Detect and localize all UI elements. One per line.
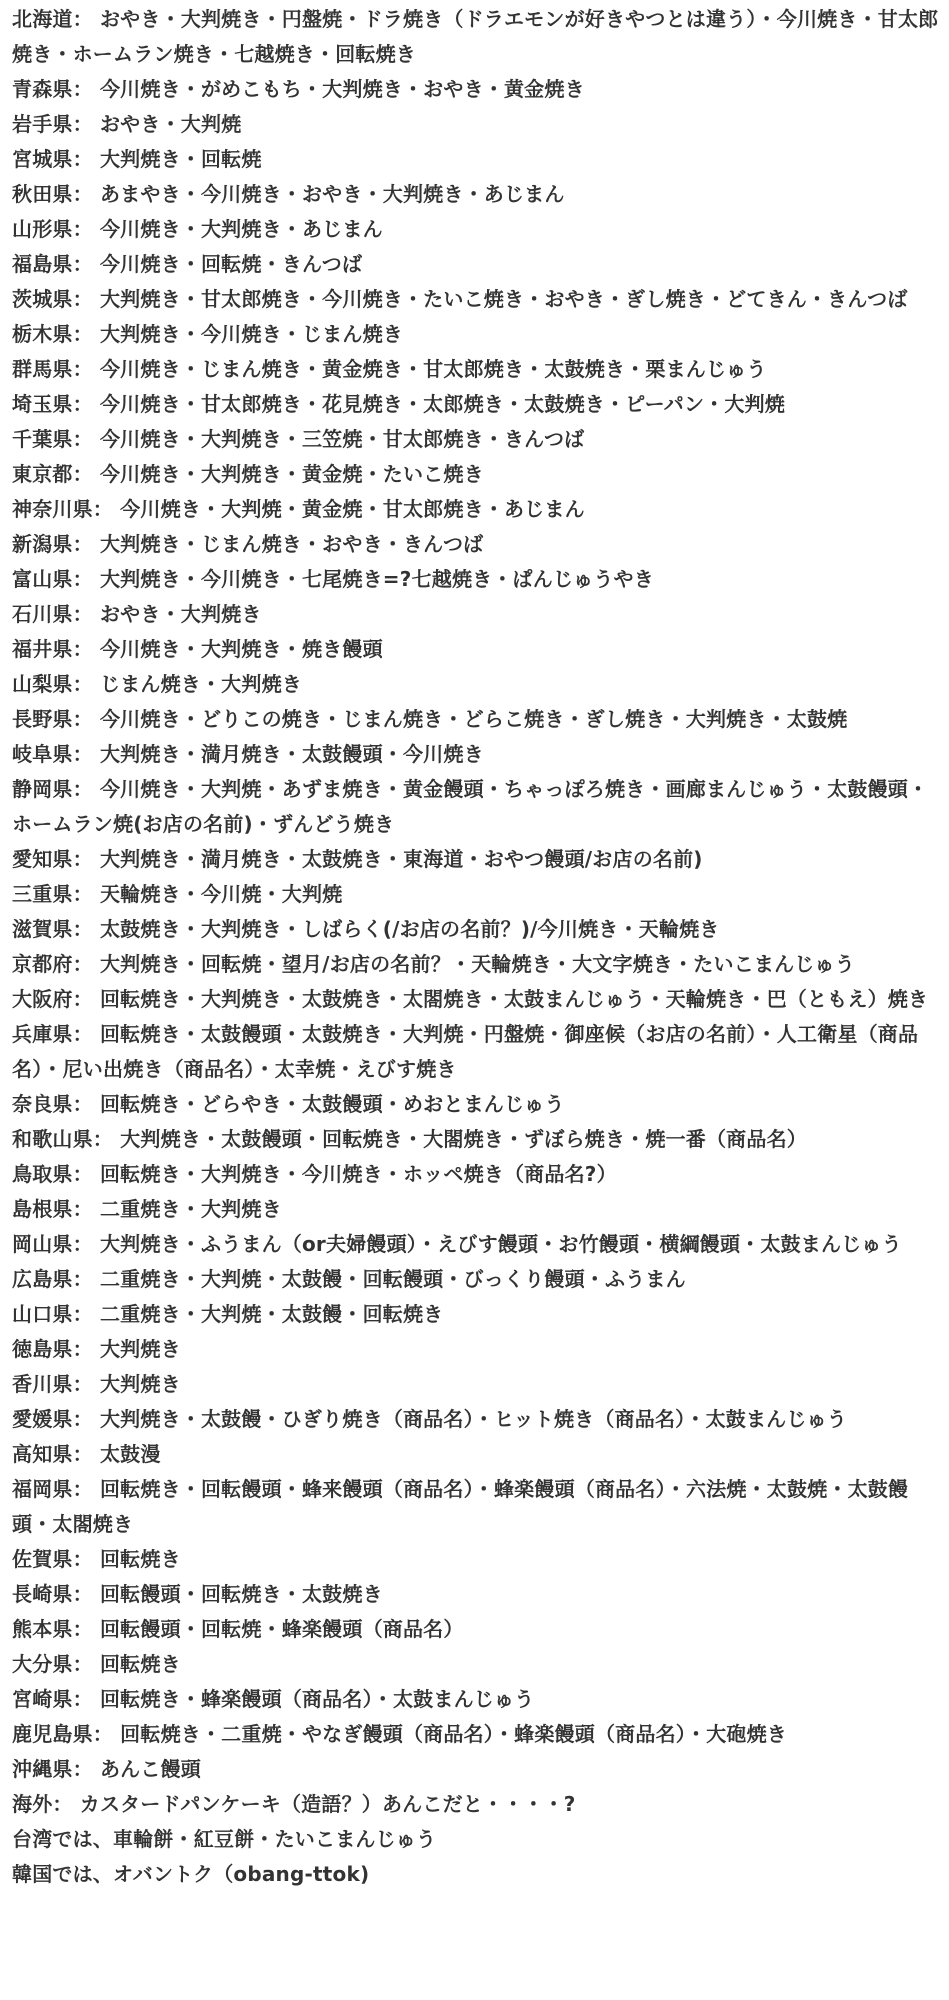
region-label: 滋賀県： bbox=[12, 917, 93, 941]
region-label: 福井県： bbox=[12, 637, 93, 661]
region-names: おやき・大判焼き・円盤焼・ドラ焼き（ドラエモンが好きやつとは違う）・今川焼き・甘太郎焼き・ホームラン焼き・七越焼き・回転焼き bbox=[12, 7, 939, 66]
list-item bbox=[12, 422, 939, 457]
region-label: 栃木県： bbox=[12, 322, 93, 346]
list-item bbox=[12, 282, 939, 317]
list-item bbox=[12, 177, 939, 212]
region-label: 千葉県： bbox=[12, 427, 93, 451]
list-item bbox=[12, 1682, 939, 1717]
region-names: 今川焼き・大判焼・黄金焼・甘太郎焼き・あじまん bbox=[120, 497, 585, 521]
region-names: 韓国では、オバントク（obang-ttok) bbox=[12, 1862, 370, 1886]
list-item bbox=[12, 842, 939, 877]
region-label: 三重県： bbox=[12, 882, 93, 906]
region-names: 今川焼き・じまん焼き・黄金焼き・甘太郎焼き・太鼓焼き・栗まんじゅう bbox=[99, 357, 767, 381]
list-item bbox=[12, 1227, 939, 1262]
region-label: 岡山県： bbox=[12, 1232, 93, 1256]
list-item bbox=[12, 632, 939, 667]
region-label: 奈良県： bbox=[12, 1092, 93, 1116]
list-item bbox=[12, 877, 939, 912]
list-item bbox=[12, 1297, 939, 1332]
list-item bbox=[12, 1402, 939, 1437]
region-label: 石川県： bbox=[12, 602, 93, 626]
list-item bbox=[12, 1542, 939, 1577]
list-item bbox=[12, 142, 939, 177]
region-names: 大判焼き・今川焼き・じまん焼き bbox=[99, 322, 403, 346]
region-label: 京都府： bbox=[12, 952, 93, 976]
region-names: 大判焼き・太鼓饅・ひぎり焼き（商品名）・ヒット焼き（商品名）・太鼓まんじゅう bbox=[99, 1407, 847, 1431]
list-item bbox=[12, 597, 939, 632]
region-names: 回転焼き・太鼓饅頭・太鼓焼き・大判焼・円盤焼・御座候（お店の名前）・人工衛星（商品名）・尼い出焼き（商品名）・太幸焼・えびす焼き bbox=[12, 1022, 919, 1081]
region-names: 回転焼き・大判焼き・今川焼き・ホッペ焼き（商品名?） bbox=[99, 1162, 617, 1186]
region-names: 二重焼き・大判焼・太鼓饅・回転焼き bbox=[99, 1302, 444, 1326]
region-names: 大判焼き・満月焼き・太鼓饅頭・今川焼き bbox=[99, 742, 484, 766]
region-label: 愛知県： bbox=[12, 847, 93, 871]
region-names: おやき・大判焼 bbox=[99, 112, 242, 136]
region-label: 茨城県： bbox=[12, 287, 93, 311]
list-item bbox=[12, 1437, 939, 1472]
region-label: 岩手県： bbox=[12, 112, 93, 136]
region-label: 和歌山県： bbox=[12, 1127, 113, 1151]
region-names: じまん焼き・大判焼き bbox=[99, 672, 302, 696]
region-names: 回転焼き・蜂楽饅頭（商品名）・太鼓まんじゅう bbox=[99, 1687, 535, 1711]
region-names: 回転饅頭・回転焼き・太鼓焼き bbox=[99, 1582, 383, 1606]
region-label: 埼玉県： bbox=[12, 392, 93, 416]
region-names: 今川焼き・大判焼き・三笠焼・甘太郎焼き・きんつば bbox=[99, 427, 585, 451]
region-names: 今川焼き・大判焼き・焼き饅頭 bbox=[99, 637, 383, 661]
region-label: 鹿児島県： bbox=[12, 1722, 113, 1746]
region-label: 長崎県： bbox=[12, 1582, 93, 1606]
region-names: 大判焼き bbox=[99, 1337, 181, 1361]
list-item bbox=[12, 212, 939, 247]
region-names: 大判焼き・じまん焼き・おやき・きんつば bbox=[99, 532, 484, 556]
list-item bbox=[12, 1017, 939, 1087]
region-names: 今川焼き・大判焼・あずま焼き・黄金饅頭・ちゃっぽろ焼き・画廊まんじゅう・太鼓饅頭・ホームラン焼(お店の名前)・ずんどう焼き bbox=[12, 777, 929, 836]
region-label: 大阪府： bbox=[12, 987, 93, 1011]
region-names: おやき・大判焼き bbox=[99, 602, 262, 626]
region-names: 回転焼き bbox=[99, 1652, 181, 1676]
list-item bbox=[12, 1647, 939, 1682]
region-label: 高知県： bbox=[12, 1442, 93, 1466]
list-item bbox=[12, 702, 939, 737]
region-label: 群馬県： bbox=[12, 357, 93, 381]
list-item bbox=[12, 1857, 939, 1892]
region-names: あまやき・今川焼き・おやき・大判焼き・あじまん bbox=[99, 182, 565, 206]
list-item bbox=[12, 107, 939, 142]
region-names: 大判焼き・甘太郎焼き・今川焼き・たいこ焼き・おやき・ぎし焼き・どてきん・きんつば bbox=[99, 287, 908, 311]
region-label: 富山県： bbox=[12, 567, 93, 591]
list-item bbox=[12, 2, 939, 72]
region-names: 今川焼き・甘太郎焼き・花見焼き・太郎焼き・太鼓焼き・ピーパン・大判焼 bbox=[99, 392, 785, 416]
region-names: 天輪焼き・今川焼・大判焼 bbox=[99, 882, 343, 906]
region-label: 山形県： bbox=[12, 217, 93, 241]
list-item bbox=[12, 247, 939, 282]
region-label: 北海道： bbox=[12, 7, 93, 31]
region-label: 宮崎県： bbox=[12, 1687, 93, 1711]
list-item bbox=[12, 1192, 939, 1227]
region-label: 山口県： bbox=[12, 1302, 93, 1326]
list-item bbox=[12, 1087, 939, 1122]
list-item bbox=[12, 1332, 939, 1367]
region-names: 回転饅頭・回転焼・蜂楽饅頭（商品名） bbox=[99, 1617, 464, 1641]
list-item bbox=[12, 1717, 939, 1752]
region-label: 青森県： bbox=[12, 77, 93, 101]
list-item bbox=[12, 72, 939, 107]
region-names: カスタードパンケーキ（造語？）あんこだと・・・・? bbox=[79, 1792, 576, 1816]
region-label: 長野県： bbox=[12, 707, 93, 731]
list-item bbox=[12, 492, 939, 527]
region-names: 大判焼き・満月焼き・太鼓焼き・東海道・おやつ饅頭/お店の名前) bbox=[99, 847, 703, 871]
region-label: 沖縄県： bbox=[12, 1757, 93, 1781]
list-item bbox=[12, 1157, 939, 1192]
region-label: 熊本県： bbox=[12, 1617, 93, 1641]
list-item bbox=[12, 1612, 939, 1647]
list-item bbox=[12, 667, 939, 702]
list-item bbox=[12, 562, 939, 597]
list-item bbox=[12, 387, 939, 422]
region-names: 大判焼き・ふうまん（or夫婦饅頭）・えびす饅頭・お竹饅頭・横綱饅頭・太鼓まんじゅう bbox=[99, 1232, 902, 1256]
region-names: 回転焼き・二重焼・やなぎ饅頭（商品名）・蜂楽饅頭（商品名）・大砲焼き bbox=[120, 1722, 787, 1746]
region-label: 愛媛県： bbox=[12, 1407, 93, 1431]
region-label: 島根県： bbox=[12, 1197, 93, 1221]
region-label: 大分県： bbox=[12, 1652, 93, 1676]
region-label: 福島県： bbox=[12, 252, 93, 276]
list-item bbox=[12, 912, 939, 947]
region-label: 香川県： bbox=[12, 1372, 93, 1396]
list-item bbox=[12, 1472, 939, 1542]
region-label: 秋田県： bbox=[12, 182, 93, 206]
list-item bbox=[12, 1577, 939, 1612]
region-label: 鳥取県： bbox=[12, 1162, 93, 1186]
region-label: 神奈川県： bbox=[12, 497, 113, 521]
region-names: 大判焼き・回転焼・望月/お店の名前？・天輪焼き・大文字焼き・たいこまんじゅう bbox=[99, 952, 855, 976]
region-names: 今川焼き・大判焼き・あじまん bbox=[99, 217, 383, 241]
list-item bbox=[12, 457, 939, 492]
region-names: 大判焼き bbox=[99, 1372, 181, 1396]
region-label: 海外： bbox=[12, 1792, 73, 1816]
region-names: 今川焼き・がめこもち・大判焼き・おやき・黄金焼き bbox=[99, 77, 585, 101]
region-names: 大判焼き・今川焼き・七尾焼き=?七越焼き・ぱんじゅうやき bbox=[99, 567, 654, 591]
region-label: 岐阜県： bbox=[12, 742, 93, 766]
region-names: 二重焼き・大判焼・太鼓饅・回転饅頭・びっくり饅頭・ふうまん bbox=[99, 1267, 686, 1291]
list-item bbox=[12, 737, 939, 772]
region-label: 東京都： bbox=[12, 462, 93, 486]
list-item bbox=[12, 317, 939, 352]
region-names: 大判焼き・回転焼 bbox=[99, 147, 262, 171]
list-item bbox=[12, 1752, 939, 1787]
region-label: 徳島県： bbox=[12, 1337, 93, 1361]
list-item bbox=[12, 352, 939, 387]
region-names: 回転焼き・どらやき・太鼓饅頭・めおとまんじゅう bbox=[99, 1092, 565, 1116]
region-label: 佐賀県： bbox=[12, 1547, 93, 1571]
list-item bbox=[12, 1262, 939, 1297]
region-names: あんこ饅頭 bbox=[99, 1757, 201, 1781]
region-names: 回転焼き・回転饅頭・蜂来饅頭（商品名）・蜂楽饅頭（商品名）・六法焼・太鼓焼・太鼓饅頭・太閤焼き bbox=[12, 1477, 909, 1536]
region-names: 回転焼き・大判焼き・太鼓焼き・太閤焼き・太鼓まんじゅう・天輪焼き・巴（ともえ）焼き bbox=[99, 987, 929, 1011]
region-label: 新潟県： bbox=[12, 532, 93, 556]
region-names: 大判焼き・太鼓饅頭・回転焼き・大閤焼き・ずぼら焼き・焼一番（商品名） bbox=[120, 1127, 807, 1151]
list-item bbox=[12, 982, 939, 1017]
region-label: 福岡県： bbox=[12, 1477, 93, 1501]
region-label: 宮城県： bbox=[12, 147, 93, 171]
region-names: 太鼓焼き・大判焼き・しばらく(/お店の名前？)/今川焼き・天輪焼き bbox=[99, 917, 720, 941]
region-label: 静岡県： bbox=[12, 777, 93, 801]
list-item bbox=[12, 527, 939, 562]
region-label: 広島県： bbox=[12, 1267, 93, 1291]
list-item bbox=[12, 947, 939, 982]
list-item bbox=[12, 1367, 939, 1402]
list-item bbox=[12, 772, 939, 842]
region-names: 今川焼き・大判焼き・黄金焼・たいこ焼き bbox=[99, 462, 484, 486]
region-label: 兵庫県： bbox=[12, 1022, 93, 1046]
region-label: 山梨県： bbox=[12, 672, 93, 696]
region-names: 今川焼き・どりこの焼き・じまん焼き・どらこ焼き・ぎし焼き・大判焼き・太鼓焼 bbox=[99, 707, 848, 731]
list-item bbox=[12, 1822, 939, 1857]
region-names: 台湾では、車輪餅・紅豆餅・たいこまんじゅう bbox=[12, 1827, 437, 1851]
list-item bbox=[12, 1122, 939, 1157]
region-names: 太鼓漫 bbox=[99, 1442, 161, 1466]
region-names: 回転焼き bbox=[99, 1547, 181, 1571]
list-item bbox=[12, 1787, 939, 1822]
region-names: 二重焼き・大判焼き bbox=[99, 1197, 282, 1221]
region-names: 今川焼き・回転焼・きんつば bbox=[99, 252, 363, 276]
